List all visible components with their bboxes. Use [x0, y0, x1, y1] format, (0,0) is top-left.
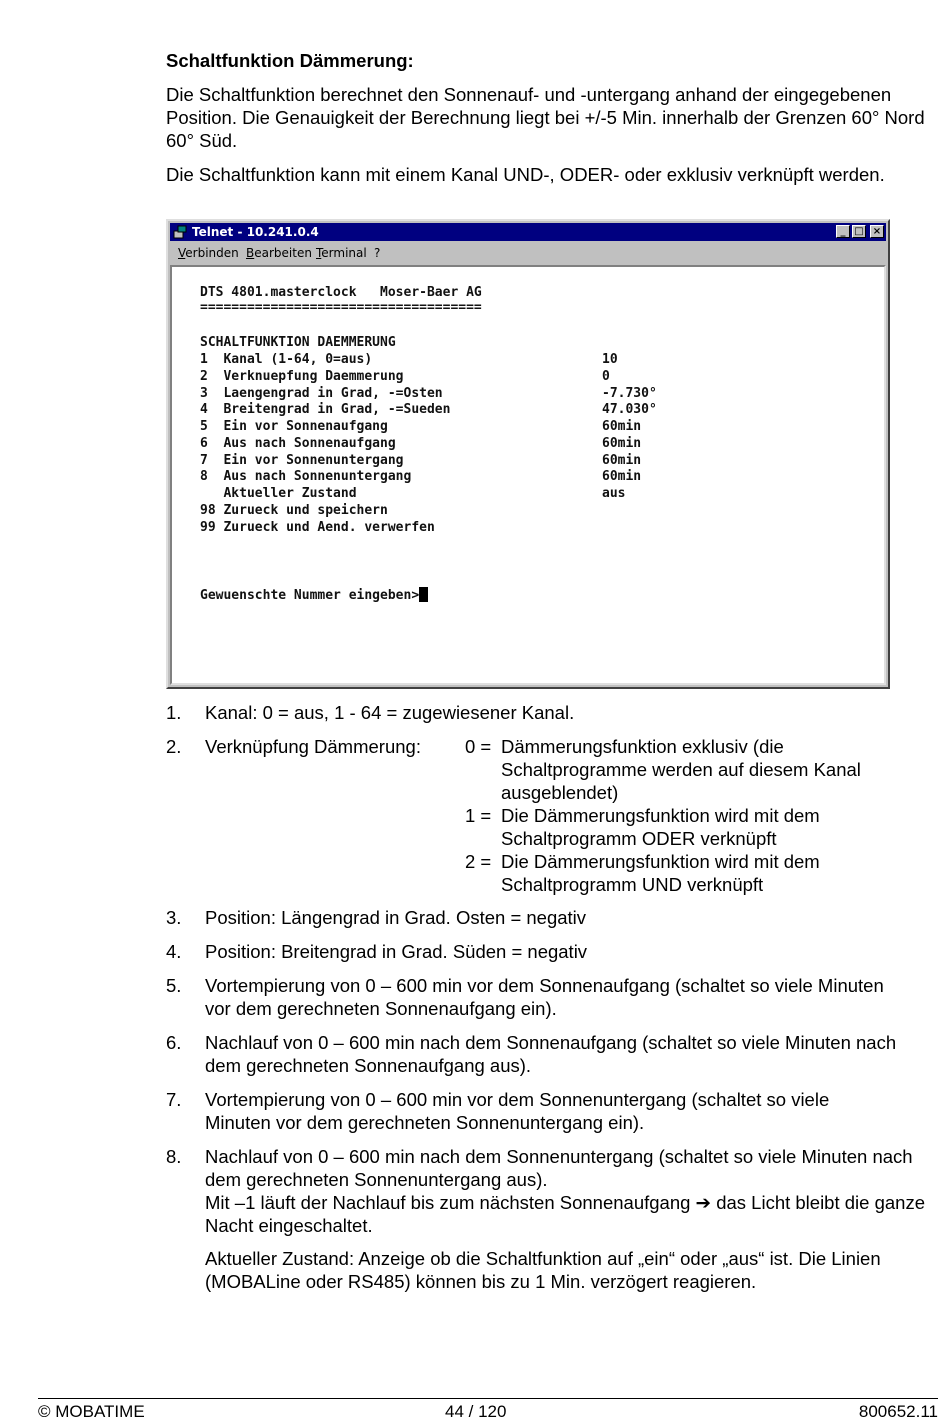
- terminal-section-title: SCHALTFUNKTION DAEMMERUNG: [200, 335, 396, 350]
- menu-bearbeiten[interactable]: Bearbeiten: [246, 246, 312, 260]
- menu-row-label: 2 Verknuepfung Daemmerung: [200, 369, 404, 384]
- close-button[interactable]: [870, 225, 884, 238]
- item-number: 6.: [166, 1032, 182, 1053]
- section-heading: Schaltfunktion Dämmerung:: [166, 50, 414, 71]
- window-title: Telnet - 10.241.0.4: [192, 225, 319, 239]
- menu-row-value: 60min: [602, 436, 642, 451]
- menu-row-label: 1 Kanal (1-64, 0=aus): [200, 352, 373, 367]
- item-note: Mit –1 läuft der Nachlauf bis zum nächsten Sonnenaufgang ➔ das Licht bleibt die ganze Nacht eingeschaltet.: [205, 1192, 925, 1236]
- menu-row-label: 5 Ein vor Sonnenaufgang: [200, 419, 388, 434]
- item-number: 4.: [166, 941, 182, 962]
- menu-row-label: 8 Aus nach Sonnenuntergang: [200, 469, 412, 484]
- telnet-app-icon: [173, 225, 187, 239]
- menu-verbinden[interactable]: Verbinden: [178, 246, 239, 260]
- terminal-area[interactable]: [170, 265, 886, 685]
- item-number: 7.: [166, 1089, 182, 1110]
- item-text: Kanal: 0 = aus, 1 - 64 = zugewiesener Kanal.: [205, 702, 575, 723]
- link-paragraph: Die Schaltfunktion kann mit einem Kanal UND-, ODER- oder exklusiv verknüpft werden.: [166, 164, 885, 185]
- item-text: Nachlauf von 0 – 600 min nach dem Sonnenuntergang (schaltet so viele Minuten nach dem gerechneten Sonnenuntergang aus).: [205, 1146, 913, 1190]
- footer-rule: [38, 1398, 938, 1399]
- terminal-header: DTS 4801.masterclock Moser-Baer AG: [200, 285, 482, 300]
- telnet-window: [166, 219, 890, 689]
- link-option-key: 2 =: [465, 851, 492, 872]
- text-cursor: [419, 587, 428, 602]
- state-note: Aktueller Zustand: Anzeige ob die Schaltfunktion auf „ein“ oder „aus“ ist. Die Linien (MOBALine oder RS485) können bis zu 1 Min. verzögert reagieren.: [205, 1248, 881, 1292]
- item-number: 8.: [166, 1146, 182, 1167]
- window-titlebar: [170, 223, 886, 241]
- menu-option-save: 98 Zurueck und speichern: [200, 503, 388, 518]
- menu-help[interactable]: ?: [374, 246, 381, 260]
- item-text: Vortempierung von 0 – 600 min vor dem Sonnenaufgang (schaltet so viele Minuten vor dem gerechneten Sonnenaufgang ein).: [205, 975, 884, 1019]
- item-text: Position: Breitengrad in Grad. Süden = negativ: [205, 941, 588, 962]
- footer-copyright: © MOBATIME: [38, 1402, 145, 1421]
- prompt-text: Gewuenschte Nummer eingeben>: [200, 588, 420, 603]
- item-number: 5.: [166, 975, 182, 996]
- link-option-key: 1 =: [465, 805, 492, 826]
- menu-row-label: 4 Breitengrad in Grad, -=Sueden: [200, 402, 451, 417]
- menu-row-value: 10: [602, 352, 618, 367]
- item-number: 2.: [166, 736, 182, 757]
- menu-row-value: 0: [602, 369, 610, 384]
- menu-row-label: Aktueller Zustand: [200, 486, 357, 501]
- menu-row-value: 60min: [602, 469, 642, 484]
- link-option-key: 0 =: [465, 736, 492, 757]
- menu-row-value: 60min: [602, 453, 642, 468]
- maximize-button[interactable]: [852, 225, 866, 238]
- menu-row-value: 60min: [602, 419, 642, 434]
- close-icon: ×: [872, 226, 882, 237]
- intro-paragraph: Die Schaltfunktion berechnet den Sonnenauf- und -untergang anhand der eingegebenen Position. Die Genauigkeit der Berechnung liegt bei +/-5 Min. innerhalb der Grenzen 60° Nord 60° Süd.: [166, 84, 925, 151]
- minimize-icon: _: [840, 226, 846, 237]
- item-number: 3.: [166, 907, 182, 928]
- menu-row-label: 7 Ein vor Sonnenuntergang: [200, 453, 404, 468]
- link-option-text: Die Dämmerungsfunktion wird mit dem Schaltprogramm ODER verknüpft: [501, 805, 820, 849]
- item-number: 1.: [166, 702, 182, 723]
- menu-row-value: -7.730°: [602, 386, 657, 401]
- minimize-button[interactable]: [836, 225, 850, 238]
- menu-row-value: 47.030°: [602, 402, 657, 417]
- item-text: Nachlauf von 0 – 600 min nach dem Sonnenaufgang (schaltet so viele Minuten nach dem gerechneten Sonnenaufgang aus).: [205, 1032, 897, 1076]
- item-text: Position: Längengrad in Grad. Osten = negativ: [205, 907, 587, 928]
- terminal-separator: ====================================: [200, 300, 482, 315]
- menu-option-discard: 99 Zurueck und Aend. verwerfen: [200, 520, 435, 535]
- maximize-icon: □: [854, 226, 864, 237]
- footer-doc-number: 800652.11: [858, 1402, 938, 1421]
- menu-row-label: 6 Aus nach Sonnenaufgang: [200, 436, 396, 451]
- item-text: Verknüpfung Dämmerung:: [205, 736, 421, 757]
- link-option-text: Dämmerungsfunktion exklusiv (die Schaltprogramme werden auf diesem Kanal ausgeblendet): [501, 736, 861, 803]
- item-text: Vortempierung von 0 – 600 min vor dem Sonnenuntergang (schaltet so viele Minuten vor dem gerechneten Sonnenuntergang ein).: [205, 1089, 830, 1133]
- menu-terminal[interactable]: Terminal: [316, 246, 367, 260]
- input-prompt[interactable]: [200, 587, 428, 605]
- menu-row-value: aus: [602, 486, 626, 501]
- footer-page-number: 44 / 120: [445, 1402, 507, 1421]
- link-option-text: Die Dämmerungsfunktion wird mit dem Schaltprogramm UND verknüpft: [501, 851, 820, 895]
- menu-bar: [170, 243, 886, 263]
- menu-row-label: 3 Laengengrad in Grad, -=Osten: [200, 386, 443, 401]
